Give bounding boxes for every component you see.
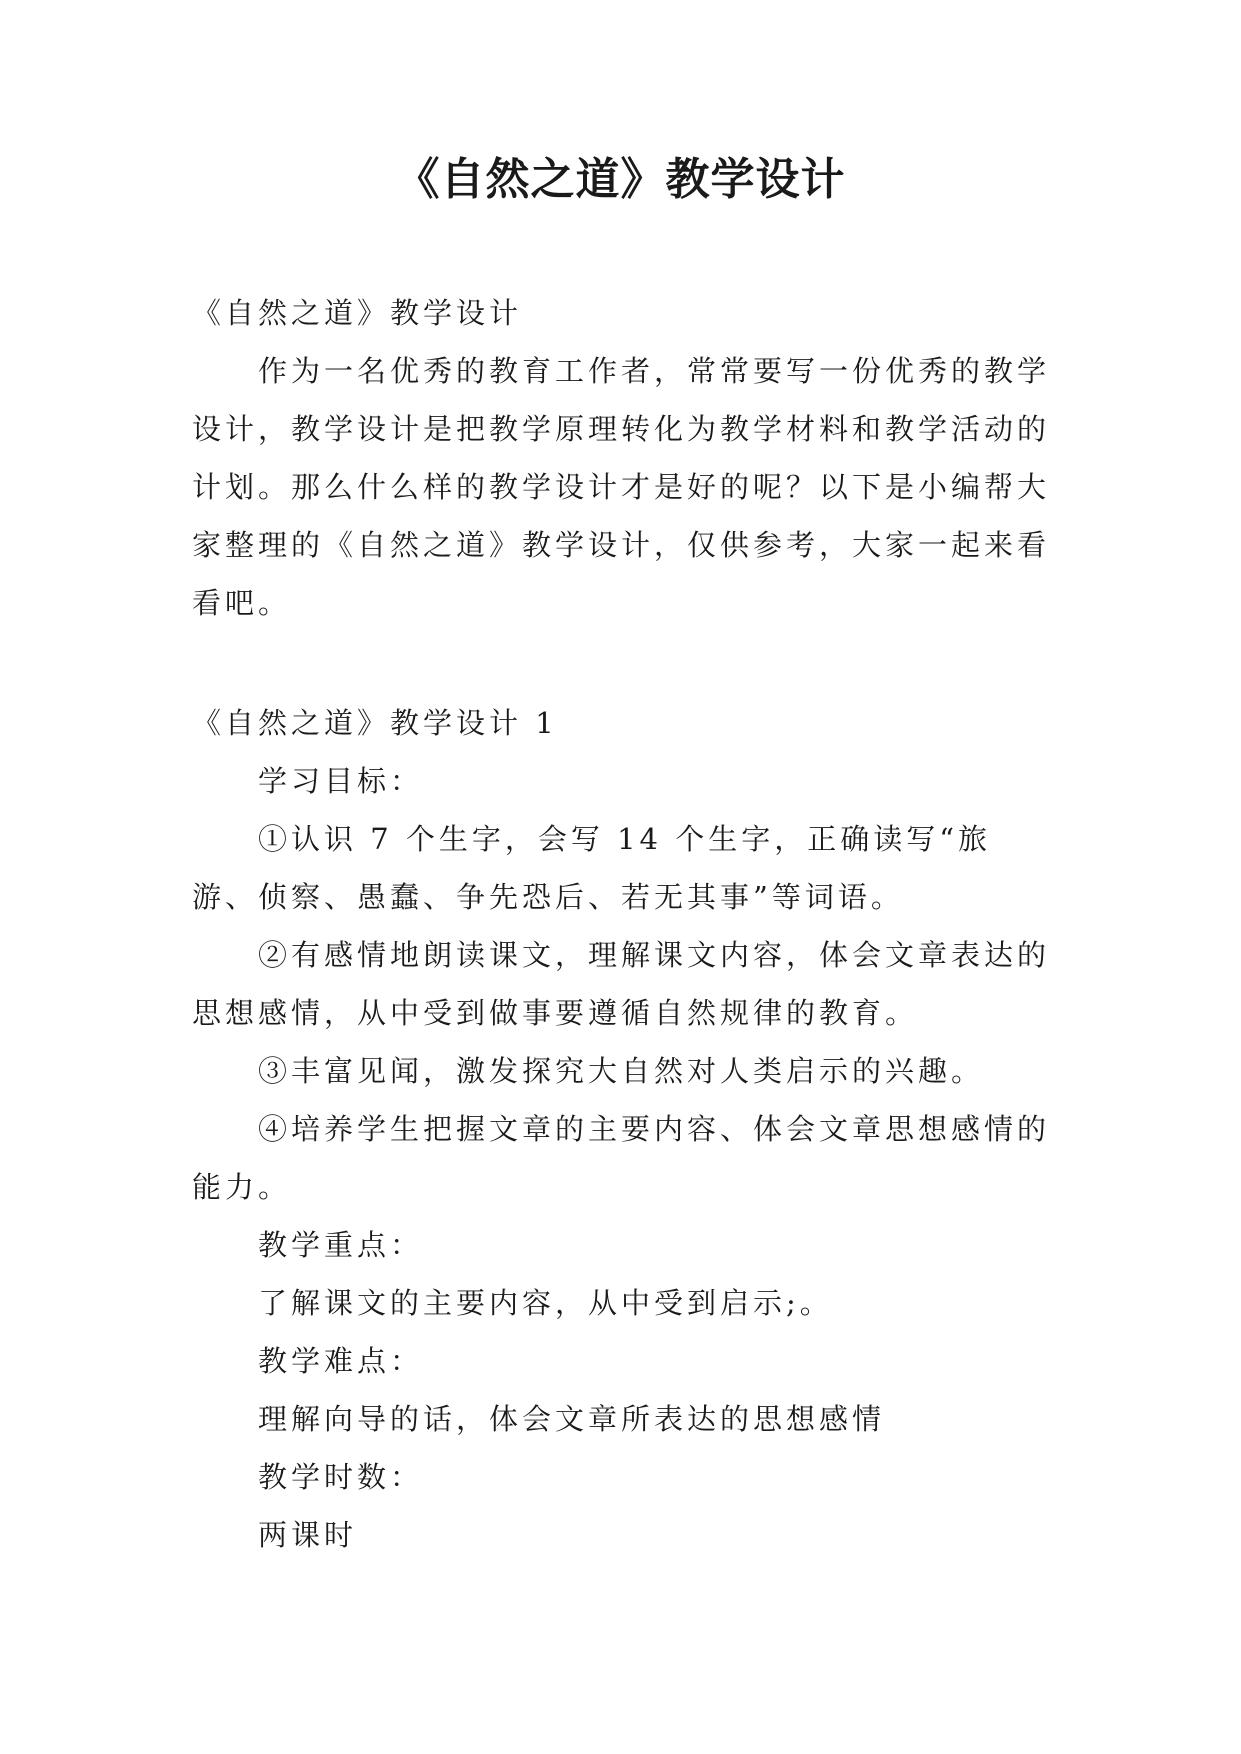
objective-item-2: ②有感情地朗读课文，理解课文内容，体会文章表达的思想感情，从中受到做事要遵循自然规律的教育。 xyxy=(192,938,1051,1030)
intro-section xyxy=(192,284,1050,632)
difficulty-label: 教学难点： xyxy=(258,1344,424,1378)
document-title: 《自然之道》教学设计 xyxy=(395,154,846,205)
objectives-label: 学习目标： xyxy=(258,764,424,798)
objective-item-1: ①认识 7 个生字，会写 14 个生字，正确读写“旅游、侦察、愚蠢、争先恐后、若无其事”等词语。 xyxy=(192,822,992,914)
difficulty-text: 理解向导的话，体会文章所表达的思想感情 xyxy=(258,1402,886,1436)
intro-paragraph: 作为一名优秀的教育工作者，常常要写一份优秀的教学设计，教学设计是把教学原理转化为教学材料和教学活动的计划。那么什么样的教学设计才是好的呢？以下是小编帮大家整理的《自然之道》教学设计，仅供参考，大家一起来看看吧。 xyxy=(192,354,1051,620)
key-point-text: 了解课文的主要内容，从中受到启示;。 xyxy=(258,1286,833,1320)
teaching-hours-label: 教学时数： xyxy=(258,1460,424,1494)
teaching-hours-text: 两课时 xyxy=(258,1518,358,1552)
objective-item-4: ④培养学生把握文章的主要内容、体会文章思想感情的能力。 xyxy=(192,1112,1051,1204)
objective-item-3: ③丰富见闻，激发探究大自然对人类启示的兴趣。 xyxy=(258,1054,985,1088)
section-1 xyxy=(192,694,1050,1564)
section-1-heading: 《自然之道》教学设计 1 xyxy=(192,706,558,740)
key-point-label: 教学重点： xyxy=(258,1228,424,1262)
intro-heading: 《自然之道》教学设计 xyxy=(192,296,523,330)
